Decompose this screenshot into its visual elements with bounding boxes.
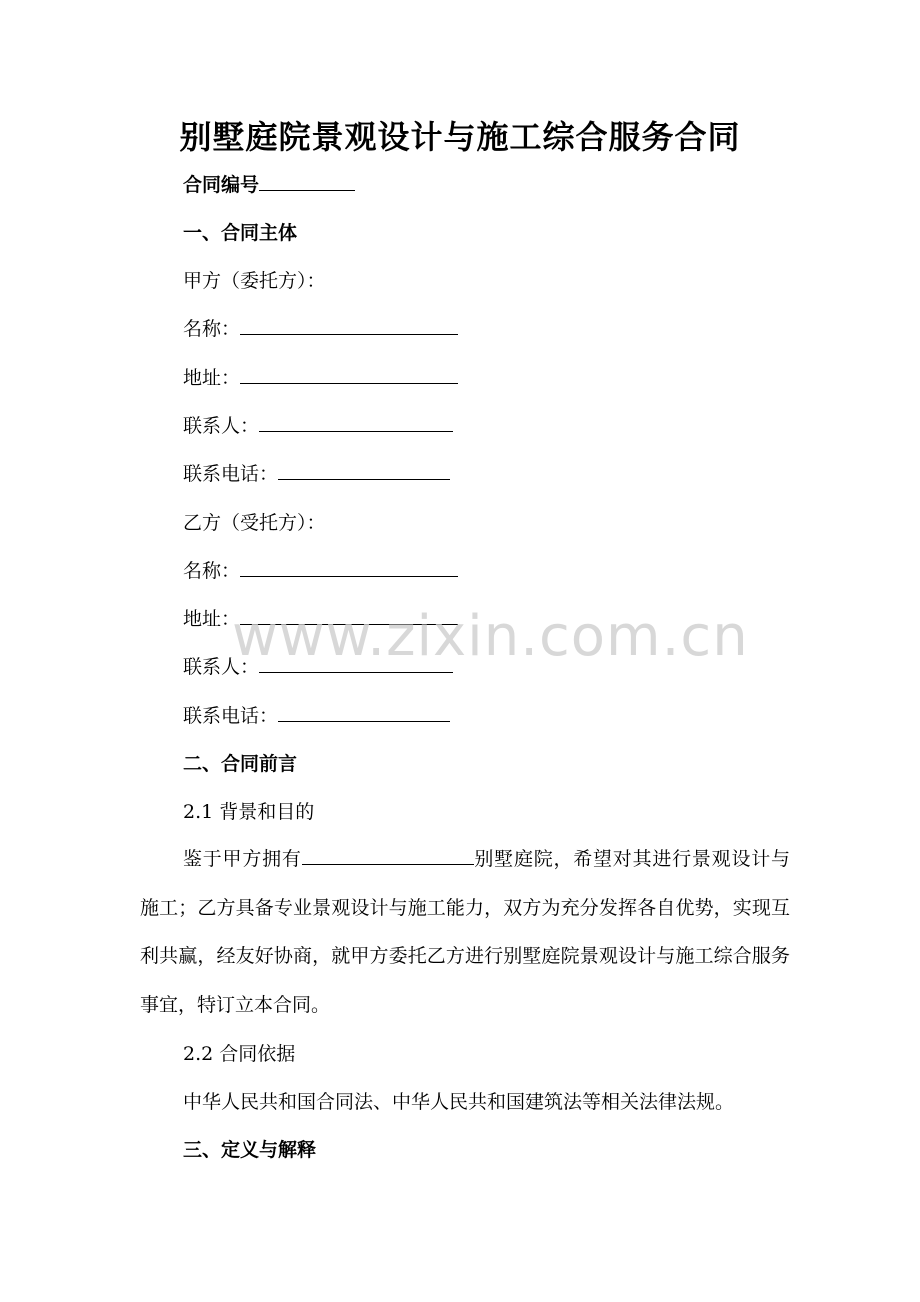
party-b-address-blank [240, 606, 458, 625]
party-a-address-line [183, 365, 458, 391]
basis-paragraph: 中华人民共和国合同法、中华人民共和国建筑法等相关法律法规。 [183, 1091, 735, 1113]
contract-number-line [183, 172, 355, 198]
section-heading-preamble: 二、合同前言 [183, 753, 298, 775]
party-b-name-blank [240, 558, 458, 577]
party-b-contact-label: 联系人： [183, 656, 260, 678]
party-a-phone-blank [278, 461, 450, 480]
party-a-name-line [183, 316, 458, 342]
party-a-address-blank [240, 365, 458, 384]
subsection-basis-title: 2.2 合同依据 [183, 1043, 296, 1065]
party-b-name-line [183, 558, 458, 584]
party-b-phone-blank [278, 703, 450, 722]
section-heading-definitions: 三、定义与解释 [183, 1139, 317, 1161]
party-b-address-line [183, 606, 458, 632]
contract-number-label: 合同编号 [183, 174, 260, 196]
site-watermark: www.zixin.com.cn [232, 604, 749, 669]
party-a-contact-label: 联系人： [183, 415, 260, 437]
party-a-contact-blank [259, 413, 453, 432]
contract-number-blank [259, 172, 355, 191]
party-a-phone-line [183, 461, 450, 487]
background-text-rest: 别墅庭院，希望对其进行景观设计与施工；乙方具备专业景观设计与施工能力，双方为充分发挥各自优势，实现互利共赢，经友好协商，就甲方委托乙方进行别墅庭院景观设计与施工综合服务事宜，特订立本合同。 [140, 848, 790, 1016]
party-a-name-blank [240, 316, 458, 335]
background-paragraph [140, 835, 790, 1029]
party-b-phone-label: 联系电话： [183, 705, 279, 727]
party-a-name-label: 名称： [183, 318, 241, 340]
party-b-contact-blank [259, 654, 453, 673]
section-heading-parties: 一、合同主体 [183, 222, 298, 244]
party-a-phone-label: 联系电话： [183, 463, 279, 485]
party-b-phone-line [183, 703, 450, 729]
party-a-label: 甲方（委托方）： [183, 270, 326, 292]
party-a-address-label: 地址： [183, 367, 241, 389]
party-b-contact-line [183, 654, 453, 680]
party-b-label: 乙方（受托方）： [183, 512, 326, 534]
party-b-name-label: 名称： [183, 560, 241, 582]
contract-title: 别墅庭院景观设计与施工综合服务合同 [179, 118, 741, 156]
background-text-start: 鉴于甲方拥有 [183, 848, 302, 870]
party-a-contact-line [183, 413, 453, 439]
party-b-address-label: 地址： [183, 608, 241, 630]
villa-location-blank [302, 846, 474, 865]
subsection-background-title: 2.1 背景和目的 [183, 801, 315, 823]
